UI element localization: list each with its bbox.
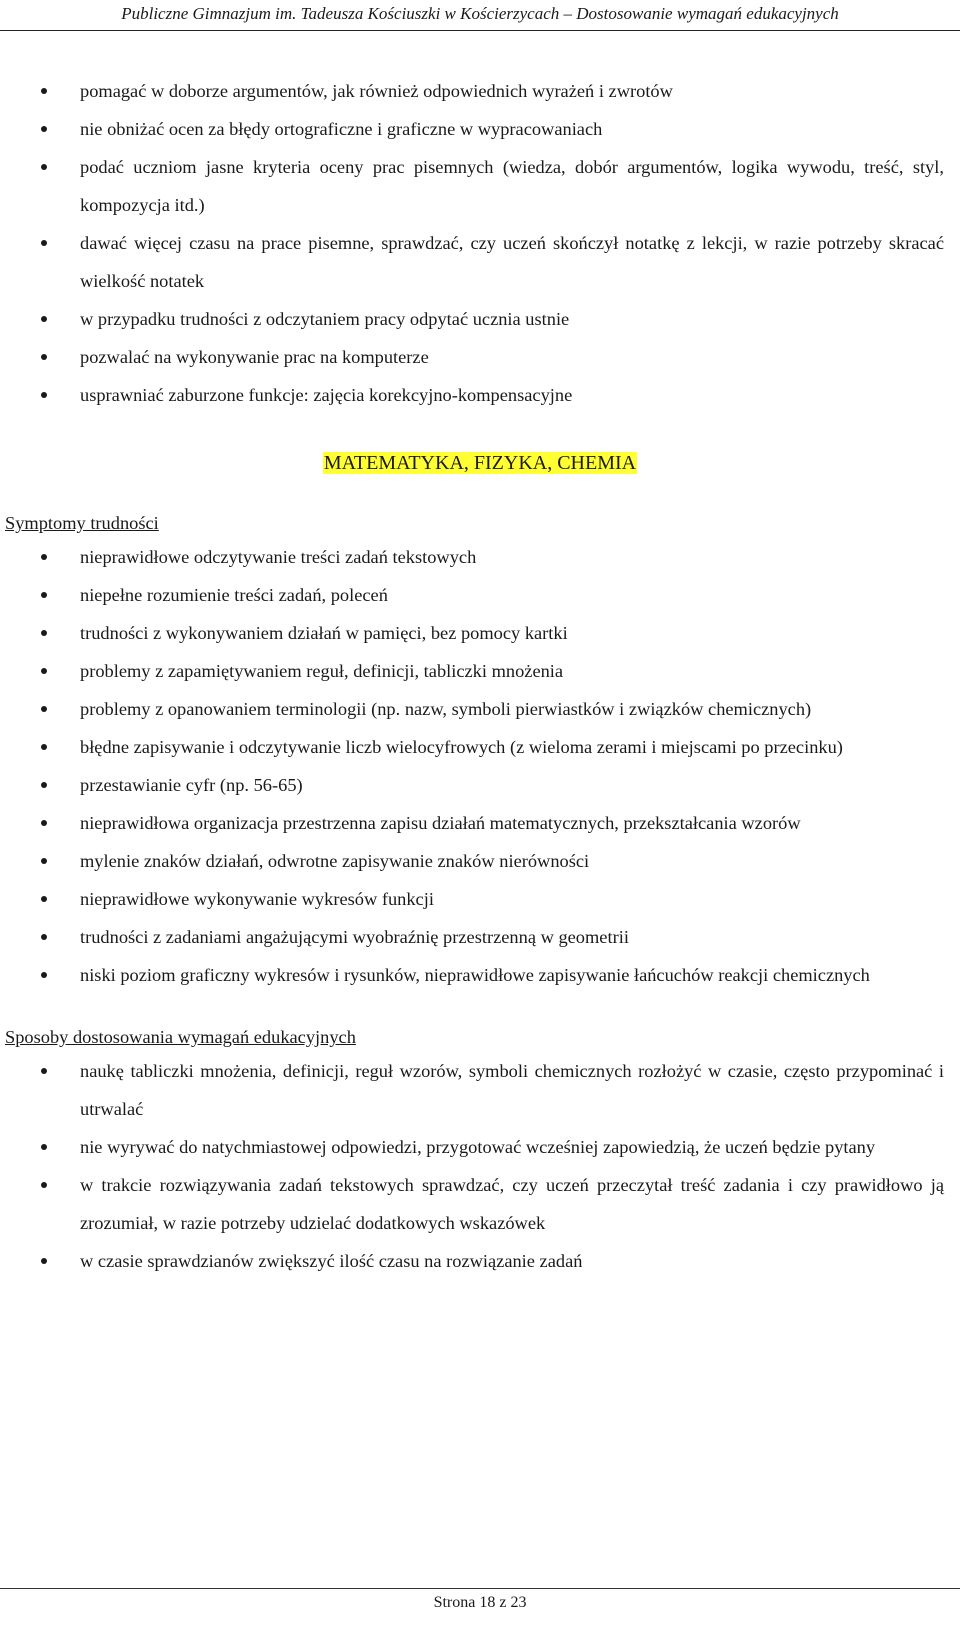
list-item: nieprawidłowa organizacja przestrzenna zapisu działań matematycznych, przekształcania wzorów [0, 804, 960, 842]
list-item: problemy z zapamiętywaniem reguł, definicji, tabliczki mnożenia [0, 652, 960, 690]
list-item: w czasie sprawdzianów zwiększyć ilość czasu na rozwiązanie zadań [0, 1242, 960, 1280]
list-item: niski poziom graficzny wykresów i rysunków, nieprawidłowe zapisywanie łańcuchów reakcji chemicznych [0, 956, 960, 994]
bullet-icon [41, 858, 47, 864]
list-item: podać uczniom jasne kryteria oceny prac pisemnych (wiedza, dobór argumentów, logika wywodu, treść, styl, kompozycja itd.) [0, 148, 960, 224]
bullet-icon [41, 896, 47, 902]
page-content [0, 72, 960, 1280]
page-footer [0, 1591, 960, 1615]
adjustments-list [0, 1052, 960, 1280]
list-item: błędne zapisywanie i odczytywanie liczb wielocyfrowych (z wieloma zerami i miejscami po przecinku) [0, 728, 960, 766]
bullet-icon [41, 240, 47, 246]
bullet-icon [41, 630, 47, 636]
list-item: naukę tabliczki mnożenia, definicji, reguł wzorów, symboli chemicznych rozłożyć w czasie, często przypominać i utrwalać [0, 1052, 960, 1128]
bullet-icon [41, 706, 47, 712]
list-item: trudności z wykonywaniem działań w pamięci, bez pomocy kartki [0, 614, 960, 652]
header-title: Publiczne Gimnazjum im. Tadeusza Kościuszki w Kościerzycach – Dostosowanie wymagań edukacyjnych [121, 4, 839, 23]
list-item: w przypadku trudności z odczytaniem pracy odpytać ucznia ustnie [0, 300, 960, 338]
bullet-icon [41, 820, 47, 826]
symptoms-heading: Symptomy trudności [5, 513, 159, 533]
list-item: nie wyrywać do natychmiastowej odpowiedzi, przygotować wcześniej zapowiedzią, że uczeń będzie pytany [0, 1128, 960, 1166]
list-item: problemy z opanowaniem terminologii (np. nazw, symboli pierwiastków i związków chemicznych) [0, 690, 960, 728]
list-item: pozwalać na wykonywanie prac na komputerze [0, 338, 960, 376]
bullet-icon [41, 1144, 47, 1150]
list-item: mylenie znaków działań, odwrotne zapisywanie znaków nierówności [0, 842, 960, 880]
bullet-icon [41, 354, 47, 360]
bullet-icon [41, 782, 47, 788]
bullet-icon [41, 1182, 47, 1188]
list-item: pomagać w doborze argumentów, jak również odpowiednich wyrażeń i zwrotów [0, 72, 960, 110]
list-item: nieprawidłowe wykonywanie wykresów funkcji [0, 880, 960, 918]
bullet-icon [41, 1068, 47, 1074]
adjustments-heading: Sposoby dostosowania wymagań edukacyjnych [5, 1027, 356, 1047]
bullet-icon [41, 316, 47, 322]
symptoms-list [0, 538, 960, 994]
bullet-icon [41, 88, 47, 94]
page-header [0, 0, 960, 31]
bullet-icon [41, 554, 47, 560]
bullet-icon [41, 744, 47, 750]
bullet-icon [41, 392, 47, 398]
list-item: usprawniać zaburzone funkcje: zajęcia korekcyjno-kompensacyjne [0, 376, 960, 414]
bullet-icon [41, 164, 47, 170]
list-item: dawać więcej czasu na prace pisemne, sprawdzać, czy uczeń skończył notatkę z lekcji, w razie potrzeby skracać wielkość notatek [0, 224, 960, 300]
subject-heading-text: MATEMATYKA, FIZYKA, CHEMIA [323, 452, 637, 474]
list-item: przestawianie cyfr (np. 56-65) [0, 766, 960, 804]
list-item: nieprawidłowe odczytywanie treści zadań tekstowych [0, 538, 960, 576]
page-number: Strona 18 z 23 [433, 1594, 527, 1611]
bullet-icon [41, 126, 47, 132]
footer-divider [0, 1588, 960, 1589]
list-item: w trakcie rozwiązywania zadań tekstowych sprawdzać, czy uczeń przeczytał treść zadania i czy prawidłowo ją zrozumiał, w razie potrzeby udzielać dodatkowych wskazówek [0, 1166, 960, 1242]
bullet-icon [41, 1258, 47, 1264]
bullet-icon [41, 934, 47, 940]
list-item: trudności z zadaniami angażującymi wyobraźnię przestrzenną w geometrii [0, 918, 960, 956]
subject-heading [0, 448, 960, 480]
list-item: nie obniżać ocen za błędy ortograficzne i graficzne w wypracowaniach [0, 110, 960, 148]
top-bullet-list [0, 72, 960, 414]
bullet-icon [41, 668, 47, 674]
bullet-icon [41, 972, 47, 978]
bullet-icon [41, 592, 47, 598]
list-item: niepełne rozumienie treści zadań, poleceń [0, 576, 960, 614]
